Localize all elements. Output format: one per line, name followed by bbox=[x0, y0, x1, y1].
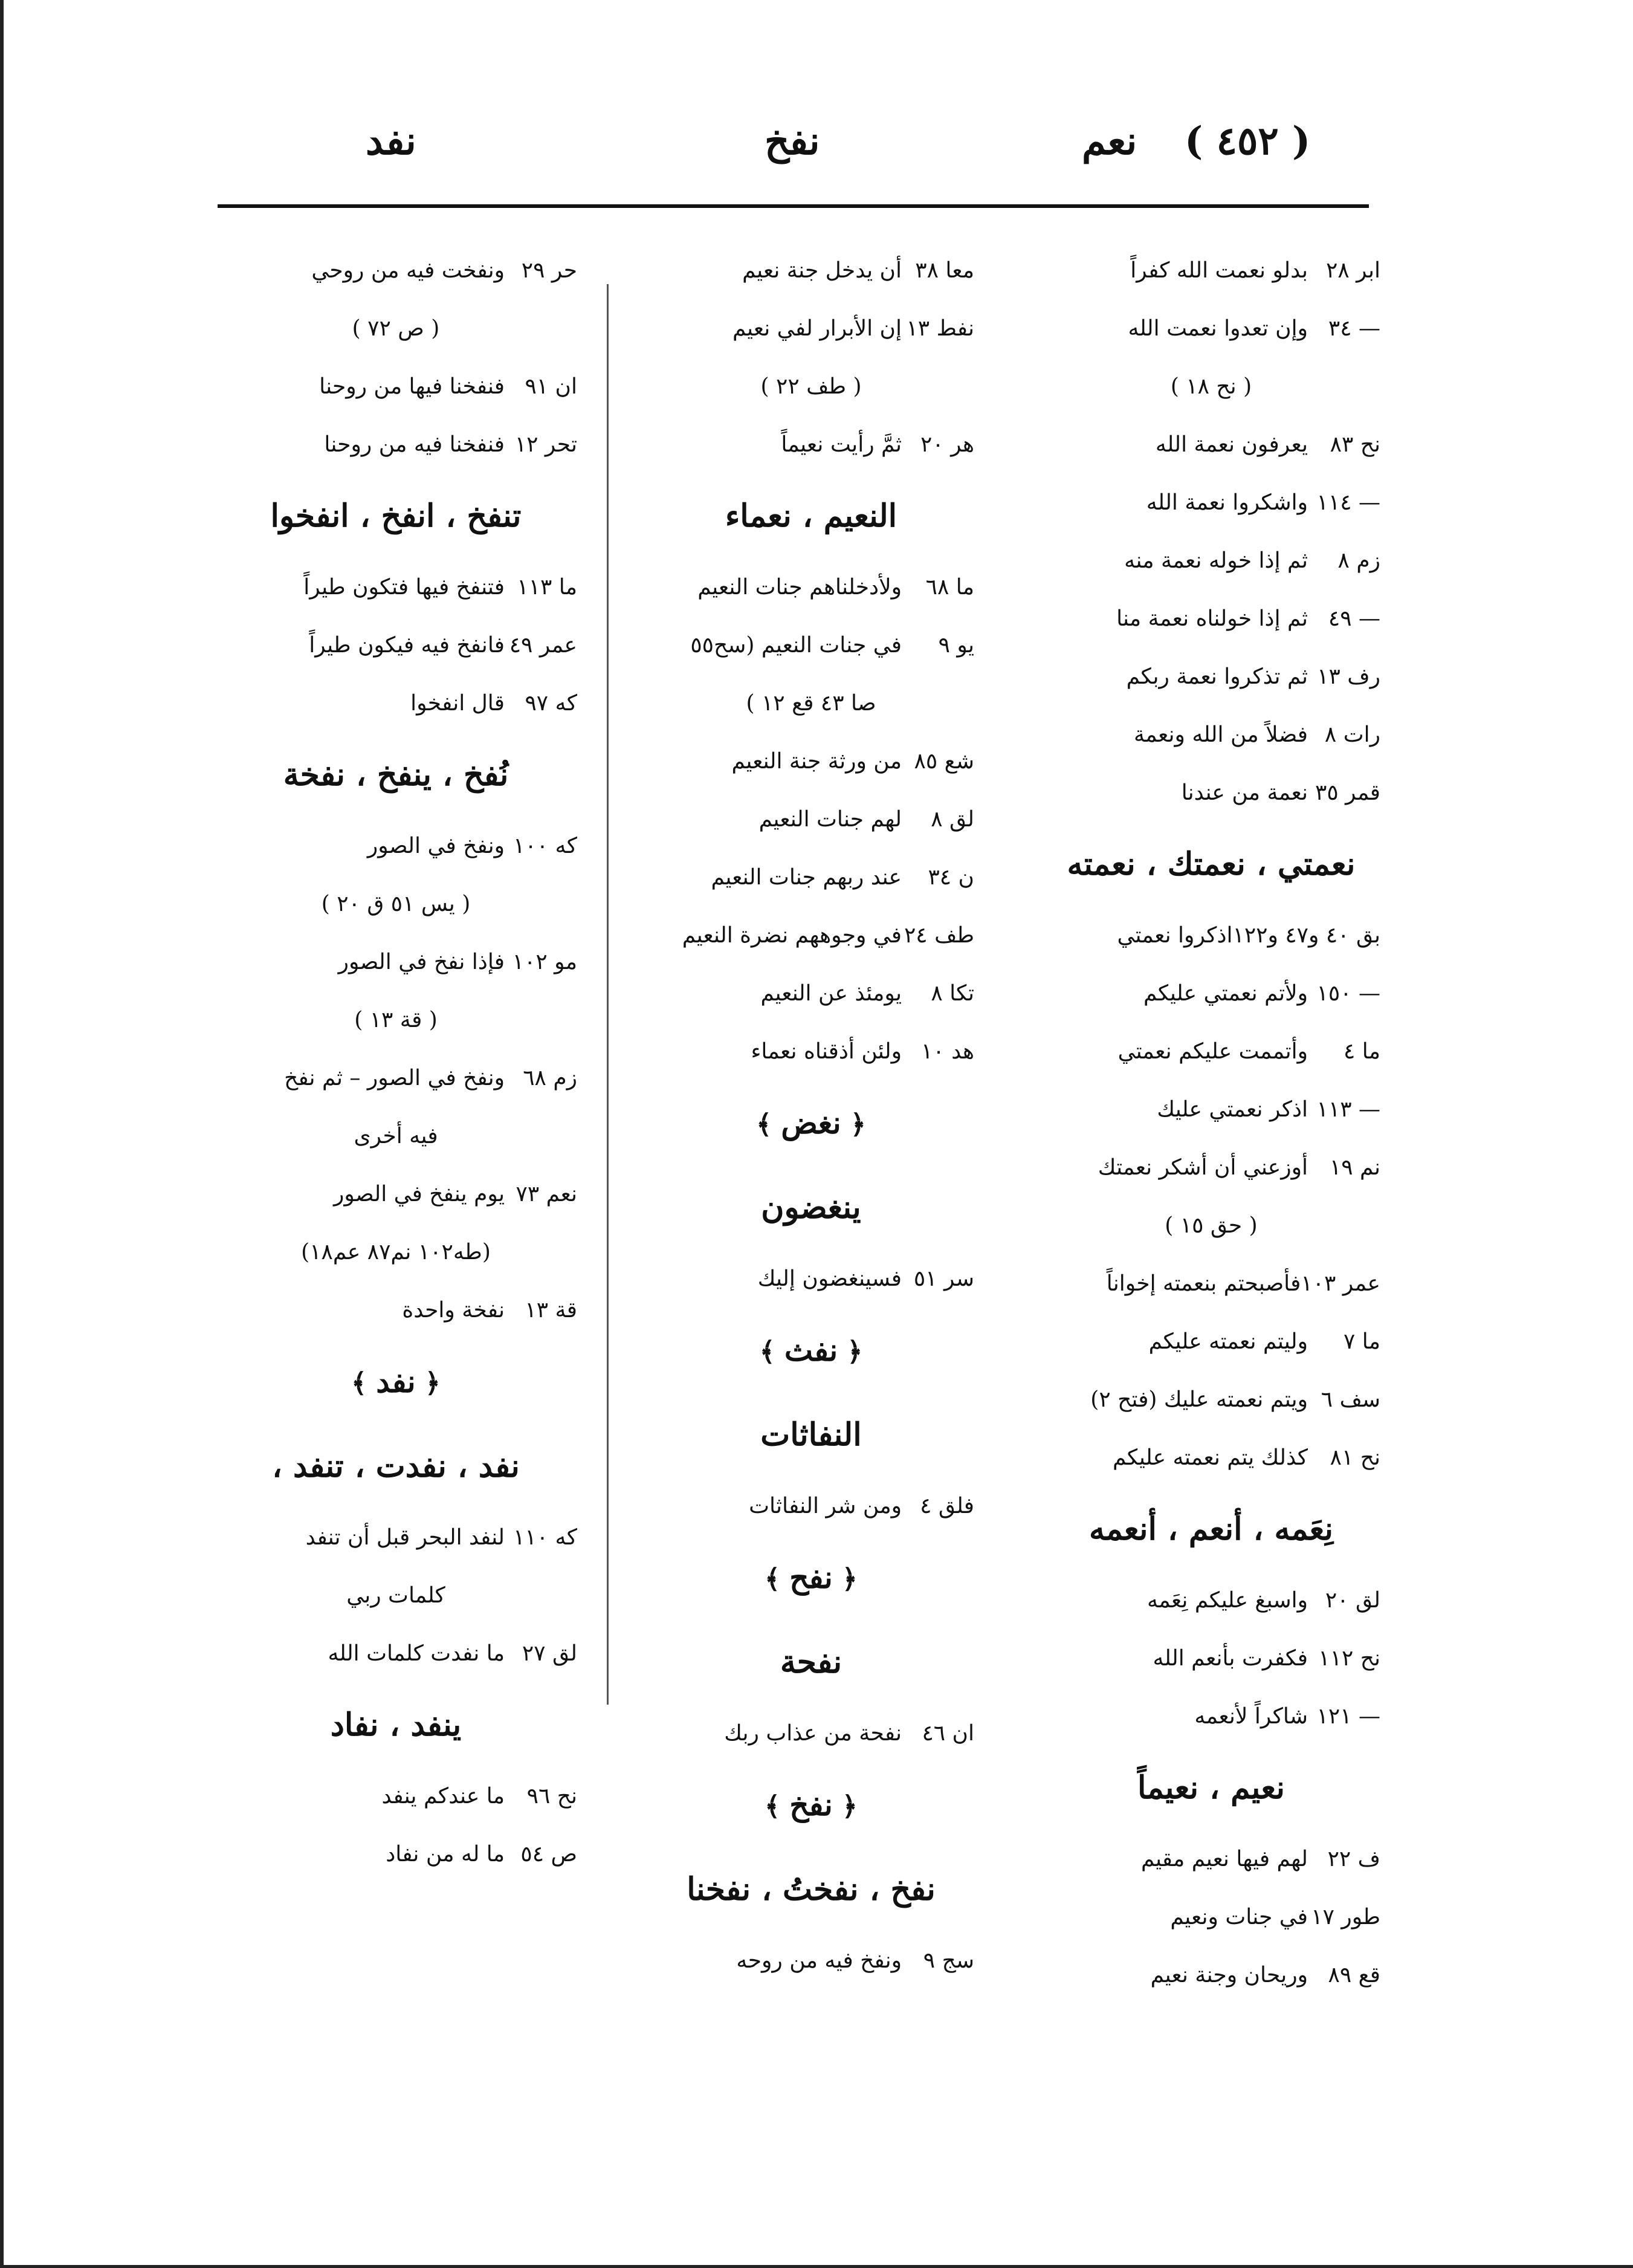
root-word: نفخ bbox=[789, 1787, 833, 1822]
ornament-bracket-icon: ﴾ bbox=[759, 1336, 784, 1367]
entry-reference: ان ٩١ bbox=[525, 374, 577, 399]
entry-row bbox=[215, 1767, 577, 1826]
word-form-heading: نِعَمه ، أنعم ، أنعمه bbox=[1088, 1511, 1334, 1547]
entry-reference: ما ١١٣ bbox=[517, 575, 577, 600]
entry-text: قال انفخوا bbox=[410, 691, 505, 716]
entry-reference: هد ١٠ bbox=[921, 1039, 974, 1064]
entry-text: يوم ينفخ في الصور bbox=[334, 1182, 505, 1207]
entry-text: واسبغ عليكم نِعَمه bbox=[1146, 1588, 1308, 1613]
word-form-heading: ينفد ، نفاد bbox=[330, 1706, 462, 1743]
entry-continuation: ( طف ٢٢ ) bbox=[760, 374, 862, 399]
word-form-heading: نفحة bbox=[780, 1644, 842, 1680]
entry-row bbox=[648, 1932, 974, 1990]
entry-text: أن يدخل جنة نعيم bbox=[742, 258, 902, 283]
root-word: نفث bbox=[784, 1332, 838, 1368]
entry-row bbox=[1042, 474, 1380, 532]
entry-text: ثم إذا خولناه نعمة منا bbox=[1116, 606, 1308, 631]
entry-reference: عمر ١٠٣ bbox=[1301, 1271, 1380, 1296]
entry-text: نفحة من عذاب ربك bbox=[724, 1721, 902, 1746]
entry-reference: عمر ٤٩ bbox=[509, 633, 577, 658]
entry-row bbox=[215, 242, 577, 300]
entry-reference: سر ٥١ bbox=[913, 1266, 974, 1291]
entry-text: ونفخ فيه من روحه bbox=[736, 1948, 902, 1973]
entry-row bbox=[648, 1705, 974, 1763]
entry-continuation: ( نح ١٨ ) bbox=[1170, 374, 1252, 399]
entry-reference: — ٣٤ bbox=[1328, 316, 1380, 341]
ornament-bracket-icon: ﴿ bbox=[415, 1368, 441, 1399]
entry-reference: يو ٩ bbox=[938, 633, 974, 658]
entry-reference: — ٤٩ bbox=[1328, 606, 1380, 631]
entry-text: في جنات النعيم (سح٥٥ bbox=[690, 633, 902, 658]
entry-continuation: صا ٤٣ قع ١٢ ) bbox=[746, 691, 876, 716]
entry-reference: لق ٨ bbox=[931, 807, 974, 832]
right-column bbox=[1042, 242, 1380, 2004]
entry-reference: نم ١٩ bbox=[1329, 1155, 1380, 1180]
entry-row bbox=[215, 817, 577, 875]
entry-reference: تحر ١٢ bbox=[514, 432, 577, 457]
entry-text: ونفخت فيه من روحي bbox=[311, 258, 505, 283]
entry-text: ما نفدت كلمات الله bbox=[328, 1641, 505, 1666]
word-form-heading: نُفخ ، ينفخ ، نفخة bbox=[283, 756, 509, 793]
word-form-heading: نفد ، نفدت ، تنفد ، bbox=[272, 1448, 520, 1485]
entry-text: فإذا نفخ في الصور bbox=[338, 950, 505, 974]
entry-reference: طور ١٧ bbox=[1311, 1905, 1380, 1929]
entry-continuation: ( يس ٥١ ق ٢٠ ) bbox=[321, 892, 471, 916]
entry-text: واشكروا نعمة الله bbox=[1146, 490, 1308, 515]
root-heading bbox=[648, 1308, 974, 1393]
entry-text: ولئن أذقناه نعماء bbox=[751, 1039, 902, 1064]
header-word-right: نعم bbox=[1082, 118, 1137, 164]
entry-reference: ن ٣٤ bbox=[928, 865, 974, 890]
entry-reference: فلق ٤ bbox=[920, 1494, 974, 1518]
entry-reference: طف ٢٤ bbox=[904, 923, 974, 948]
entry-reference: نح ٨١ bbox=[1330, 1445, 1380, 1470]
entry-text: ثم تذكروا نعمة ربكم bbox=[1126, 664, 1308, 689]
entry-row bbox=[215, 933, 577, 991]
entry-reference: قع ٨٩ bbox=[1328, 1963, 1380, 1988]
root-heading bbox=[648, 1763, 974, 1847]
column-divider bbox=[607, 284, 609, 1705]
page-number: ( ٤٥٢ ) bbox=[1185, 118, 1311, 164]
entry-text: وريحان وجنة نعيم bbox=[1150, 1963, 1308, 1988]
entry-row bbox=[1042, 648, 1380, 706]
entry-reference: نعم ٧٣ bbox=[516, 1182, 577, 1207]
entry-text: ولأتم نعمتي عليكم bbox=[1143, 981, 1308, 1006]
entry-row bbox=[1042, 1371, 1380, 1429]
entry-row bbox=[648, 733, 974, 791]
word-form-heading: نعيم ، نعيماً bbox=[1137, 1769, 1285, 1806]
entry-reference: قمر ٣٥ bbox=[1315, 780, 1380, 805]
entry-row bbox=[1042, 242, 1380, 300]
entry-row bbox=[1042, 706, 1380, 764]
page-border-left bbox=[0, 0, 4, 2268]
entry-reference: قة ١٣ bbox=[525, 1298, 577, 1323]
entry-row bbox=[1042, 1572, 1380, 1630]
entry-text: ونفخ في الصور – ثم نفخ bbox=[284, 1066, 505, 1090]
entry-text: أوزعني أن أشكر نعمتك bbox=[1098, 1155, 1308, 1180]
header-word-middle: نفخ bbox=[765, 118, 820, 164]
entry-text: اذكروا نعمتي bbox=[1117, 923, 1233, 948]
ornament-bracket-icon: ﴾ bbox=[756, 1109, 781, 1140]
entry-row bbox=[1042, 300, 1380, 358]
word-form-heading: النعيم ، نعماء bbox=[725, 497, 897, 534]
entry-reference: مو ١٠٢ bbox=[512, 950, 577, 974]
entry-row bbox=[1042, 907, 1380, 965]
entry-row bbox=[215, 675, 577, 733]
header-word-left: نفد bbox=[366, 118, 416, 164]
entry-text: ولأدخلناهم جنات النعيم bbox=[697, 575, 902, 600]
entry-row bbox=[215, 1625, 577, 1683]
entry-row bbox=[215, 1281, 577, 1340]
root-word: نغض bbox=[781, 1105, 841, 1141]
entry-reference: — ١١٣ bbox=[1316, 1097, 1380, 1122]
entry-continuation: (طه١٠٢ نم٨٧ عم١٨) bbox=[301, 1240, 491, 1265]
entry-reference: سف ٦ bbox=[1321, 1387, 1380, 1412]
entry-row bbox=[1042, 1888, 1380, 1946]
entry-reference: ما ٤ bbox=[1343, 1039, 1380, 1064]
entry-continuation: فيه أخرى bbox=[354, 1124, 438, 1149]
entry-continuation: ( حق ١٥ ) bbox=[1165, 1213, 1258, 1238]
entry-continuation: كلمات ربي bbox=[346, 1583, 445, 1608]
entry-text: فانفخ فيه فيكون طيراً bbox=[309, 633, 505, 658]
entry-row bbox=[648, 617, 974, 675]
header-rule bbox=[218, 204, 1369, 208]
word-form-heading: النفاثات bbox=[760, 1416, 862, 1453]
entry-text: كذلك يتم نعمته عليكم bbox=[1113, 1445, 1308, 1470]
entry-row bbox=[215, 1165, 577, 1223]
word-form-heading: تنفخ ، انفخ ، انفخوا bbox=[270, 497, 522, 534]
entry-row bbox=[215, 1509, 577, 1567]
entry-reference: — ١٢١ bbox=[1316, 1704, 1380, 1729]
entry-reference: حر ٢٩ bbox=[521, 258, 577, 283]
ornament-bracket-icon: ﴿ bbox=[841, 1109, 866, 1140]
entry-reference: كه ١١٠ bbox=[513, 1525, 577, 1550]
entry-text: فسينغضون إليك bbox=[757, 1266, 902, 1291]
ornament-bracket-icon: ﴿ bbox=[838, 1336, 863, 1367]
entry-reference: تكا ٨ bbox=[931, 981, 974, 1006]
entry-row bbox=[215, 416, 577, 474]
entry-row bbox=[648, 416, 974, 474]
entry-reference: لق ٢٠ bbox=[1325, 1588, 1380, 1613]
ornament-bracket-icon: ﴿ bbox=[832, 1564, 858, 1595]
entry-text: لنفد البحر قبل أن تنفد bbox=[305, 1525, 505, 1550]
entry-row bbox=[215, 358, 577, 416]
ornament-bracket-icon: ﴾ bbox=[765, 1564, 790, 1595]
entry-continuation: ( ص ٧٢ ) bbox=[352, 316, 440, 341]
entry-text: وإن تعدوا نعمت الله bbox=[1128, 316, 1308, 341]
entry-reference: — ١١٤ bbox=[1316, 490, 1380, 515]
entry-row bbox=[1042, 965, 1380, 1023]
entry-row bbox=[1042, 1139, 1380, 1197]
entry-text: نفخة واحدة bbox=[402, 1298, 505, 1323]
entry-row bbox=[1042, 764, 1380, 822]
entry-text: ويتم نعمته عليك (فتح ٢) bbox=[1090, 1387, 1308, 1412]
entry-row bbox=[215, 1826, 577, 1884]
entry-row bbox=[648, 791, 974, 849]
entry-text: عند ربهم جنات النعيم bbox=[711, 865, 902, 890]
entry-text: فضلاً من الله ونعمة bbox=[1134, 722, 1308, 747]
word-form-heading: نعمتي ، نعمتك ، نعمته bbox=[1067, 846, 1356, 883]
entry-reference: ص ٥٤ bbox=[520, 1842, 577, 1867]
entry-reference: ف ٢٢ bbox=[1327, 1847, 1380, 1871]
entry-row bbox=[648, 907, 974, 965]
entry-reference: لق ٢٧ bbox=[522, 1641, 577, 1666]
word-form-heading: نفخ ، نفختُ ، نفخنا bbox=[687, 1871, 936, 1908]
entry-row bbox=[1042, 1688, 1380, 1746]
root-heading bbox=[215, 1340, 577, 1424]
entry-row bbox=[648, 300, 974, 358]
entry-row bbox=[648, 559, 974, 617]
entry-continuation: ( قة ١٣ ) bbox=[354, 1008, 438, 1032]
entry-row bbox=[215, 559, 577, 617]
entry-reference: رف ١٣ bbox=[1317, 664, 1380, 689]
entry-row bbox=[1042, 1023, 1380, 1081]
entry-reference: — ١٥٠ bbox=[1316, 981, 1380, 1006]
entry-row bbox=[1042, 590, 1380, 648]
entry-reference: نح ٨٣ bbox=[1330, 432, 1380, 457]
entry-text: ومن شر النفاثات bbox=[749, 1494, 902, 1518]
entry-row bbox=[215, 1049, 577, 1107]
entry-row bbox=[648, 1023, 974, 1081]
entry-row bbox=[648, 849, 974, 907]
entry-row bbox=[1042, 1429, 1380, 1487]
entry-text: يومئذ عن النعيم bbox=[760, 981, 902, 1006]
entry-reference: سج ٩ bbox=[923, 1948, 974, 1973]
entry-reference: بق ٤٠ و٤٧ و١٢٢ bbox=[1232, 923, 1380, 948]
entry-row bbox=[1042, 1630, 1380, 1688]
entry-text: ونفخ في الصور bbox=[367, 834, 505, 858]
entry-row bbox=[648, 242, 974, 300]
entry-text: في جنات ونعيم bbox=[1170, 1905, 1308, 1929]
entry-reference: زم ٦٨ bbox=[523, 1066, 577, 1090]
entry-text: لهم جنات النعيم bbox=[758, 807, 902, 832]
entry-text: نعمة من عندنا bbox=[1181, 780, 1308, 805]
entry-row bbox=[648, 1477, 974, 1535]
entry-text: شاكراً لأنعمه bbox=[1194, 1704, 1308, 1729]
entry-row bbox=[1042, 1255, 1380, 1313]
entry-row bbox=[648, 1250, 974, 1308]
entry-row bbox=[215, 617, 577, 675]
root-heading bbox=[648, 1535, 974, 1620]
entry-reference: نح ١١٢ bbox=[1318, 1646, 1380, 1671]
entry-text: يعرفون نعمة الله bbox=[1155, 432, 1308, 457]
entry-text: بدلو نعمت الله كفراً bbox=[1130, 258, 1308, 283]
entry-text: وليتم نعمته عليكم bbox=[1148, 1329, 1308, 1354]
entry-row bbox=[1042, 532, 1380, 590]
entry-text: ثم إذا خوله نعمة منه bbox=[1124, 548, 1308, 573]
entry-text: فنفخنا فيها من روحنا bbox=[319, 374, 505, 399]
entry-text: في وجوههم نضرة النعيم bbox=[682, 923, 902, 948]
entry-reference: ابر ٢٨ bbox=[1326, 258, 1380, 283]
middle-column bbox=[648, 242, 974, 1990]
entry-text: ثمَّ رأيت نعيماً bbox=[781, 432, 902, 457]
page-border-bottom bbox=[0, 2265, 1633, 2268]
entry-reference: ما ٧ bbox=[1343, 1329, 1380, 1354]
ornament-bracket-icon: ﴾ bbox=[351, 1368, 377, 1399]
entry-text: من ورثة جنة النعيم bbox=[731, 749, 902, 774]
entry-reference: هر ٢٠ bbox=[920, 432, 974, 457]
entry-row bbox=[1042, 1830, 1380, 1888]
entry-reference: رات ٨ bbox=[1324, 722, 1380, 747]
entry-text: وأتممت عليكم نعمتي bbox=[1117, 1039, 1308, 1064]
entry-text: اذكر نعمتي عليك bbox=[1157, 1097, 1308, 1122]
ornament-bracket-icon: ﴿ bbox=[832, 1791, 858, 1822]
entry-text: ما عندكم ينفد bbox=[381, 1784, 505, 1809]
entry-row bbox=[1042, 1081, 1380, 1139]
entry-reference: كه ٩٧ bbox=[525, 691, 577, 716]
root-word: نفح bbox=[789, 1560, 833, 1595]
entry-text: فكفرت بأنعم الله bbox=[1153, 1646, 1308, 1671]
entry-row bbox=[1042, 1313, 1380, 1371]
entry-text: فنفخنا فيه من روحنا bbox=[324, 432, 505, 457]
root-heading bbox=[648, 1081, 974, 1165]
word-form-heading: ينغضون bbox=[761, 1189, 861, 1226]
entry-reference: ان ٤٦ bbox=[922, 1721, 974, 1746]
left-column bbox=[215, 242, 577, 1884]
entry-row bbox=[648, 965, 974, 1023]
entry-text: فأصبحتم بنعمته إخواناً bbox=[1106, 1271, 1301, 1296]
entry-reference: شع ٨٥ bbox=[914, 749, 974, 774]
entry-reference: نح ٩٦ bbox=[526, 1784, 577, 1809]
root-word: نفد bbox=[376, 1364, 416, 1399]
entry-text: فتنفخ فيها فتكون طيراً bbox=[303, 575, 505, 600]
entry-text: إن الأبرار لفي نعيم bbox=[732, 316, 902, 341]
entry-row bbox=[1042, 1946, 1380, 2004]
entry-reference: معا ٣٨ bbox=[915, 258, 974, 283]
entry-reference: زم ٨ bbox=[1337, 548, 1380, 573]
entry-row bbox=[1042, 416, 1380, 474]
entry-reference: نفط ١٣ bbox=[906, 316, 974, 341]
entry-text: ما له من نفاد bbox=[386, 1842, 505, 1867]
entry-reference: ما ٦٨ bbox=[925, 575, 974, 600]
entry-reference: كه ١٠٠ bbox=[513, 834, 577, 858]
ornament-bracket-icon: ﴾ bbox=[765, 1791, 790, 1822]
entry-text: لهم فيها نعيم مقيم bbox=[1140, 1847, 1308, 1871]
